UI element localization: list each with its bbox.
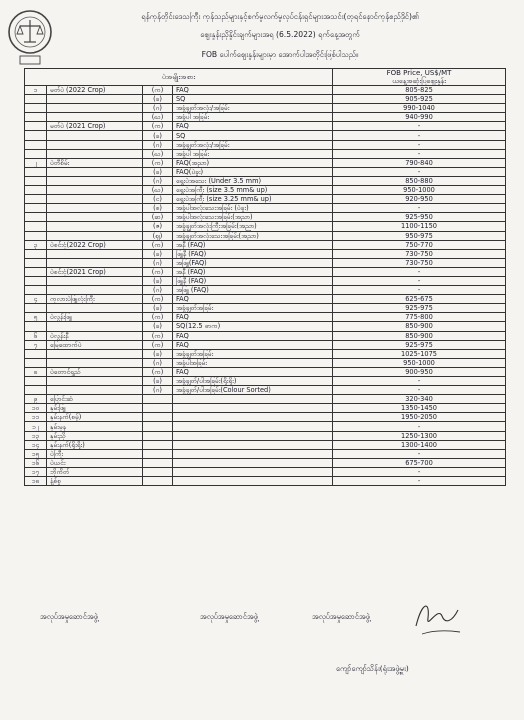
table-row bbox=[25, 240, 506, 249]
table-row bbox=[25, 258, 506, 267]
item-name-cell bbox=[47, 195, 143, 204]
table-row bbox=[25, 331, 506, 340]
grade-cell: FAQ bbox=[173, 331, 333, 340]
grade-cell: အခွံချွတ်အလုံး/အခြမ်း bbox=[173, 140, 333, 149]
price-cell: 1025-1075 bbox=[333, 349, 506, 358]
grade-cell: အခွံချွတ်အလုံး/အခြမ်း bbox=[173, 104, 333, 113]
grade-cell: ရွေးပဲအကြီး (size 3.25 mm& up) bbox=[173, 195, 333, 204]
price-cell: - bbox=[333, 449, 506, 458]
price-cell: 730-750 bbox=[333, 249, 506, 258]
header-price-line-2: ယနေ့အဆုံးပြဈေးနှုန်း bbox=[392, 77, 446, 85]
price-cell: 925-975 bbox=[333, 340, 506, 349]
table-row bbox=[25, 95, 506, 104]
sub-letter-cell: (က) bbox=[143, 331, 173, 340]
row-number-cell bbox=[25, 386, 47, 395]
table-row bbox=[25, 131, 506, 140]
table-row bbox=[25, 458, 506, 467]
row-number-cell bbox=[25, 131, 47, 140]
row-number-cell: ၁၀ bbox=[25, 404, 47, 413]
item-name-cell bbox=[47, 95, 143, 104]
price-cell: - bbox=[333, 422, 506, 431]
sub-letter-cell: (က) bbox=[143, 240, 173, 249]
row-number-cell bbox=[25, 377, 47, 386]
row-number-cell bbox=[25, 222, 47, 231]
price-cell: - bbox=[333, 167, 506, 176]
sub-letter-cell: (င) bbox=[143, 195, 173, 204]
row-number-cell: ၁၈ bbox=[25, 477, 47, 486]
sub-letter-cell bbox=[143, 458, 173, 467]
row-number-cell: ၁၂ bbox=[25, 422, 47, 431]
row-number-cell: ၁၇ bbox=[25, 467, 47, 476]
signature-label-1: အလုပ်အမှုဆောင်အဖွဲ့ bbox=[40, 612, 98, 621]
header-line-1: ရန်ကုန်တိုင်းဒေသကြီး ကုန်သည်များနှင့်စက်မှုလက်မှုလုပ်ငန်းရှင်များအသင်း(တုရင်နောင်ကုန်စည်ဒိုင်)၏ bbox=[141, 12, 419, 21]
row-number-cell: ၁၅ bbox=[25, 449, 47, 458]
table-row bbox=[25, 295, 506, 304]
row-number-cell bbox=[25, 267, 47, 276]
item-name-cell bbox=[47, 186, 143, 195]
sub-letter-cell: (က) bbox=[143, 267, 173, 276]
item-name-cell: နံ့စ်စူ bbox=[47, 477, 143, 486]
price-cell: - bbox=[333, 149, 506, 158]
row-number-cell bbox=[25, 231, 47, 240]
grade-cell bbox=[173, 395, 333, 404]
row-number-cell: ၈ bbox=[25, 367, 47, 376]
header-line-3: FOB ပေါက်ဈေးနှုန်းများမှာ အောက်ပါအတိုင်းဖြစ်ပါသည်။ bbox=[201, 50, 359, 59]
sub-letter-cell: (ဂ) bbox=[143, 140, 173, 149]
price-cell: - bbox=[333, 386, 506, 395]
table-row bbox=[25, 149, 506, 158]
item-name-cell bbox=[47, 113, 143, 122]
item-name-cell bbox=[47, 258, 143, 267]
item-name-cell bbox=[47, 386, 143, 395]
item-name-cell bbox=[47, 176, 143, 185]
item-name-cell bbox=[47, 222, 143, 231]
row-number-cell bbox=[25, 95, 47, 104]
item-name-cell: ပဲယင်း bbox=[47, 458, 143, 467]
price-cell: 1250-1300 bbox=[333, 431, 506, 440]
table-row bbox=[25, 440, 506, 449]
item-name-cell: ပဲကြီး bbox=[47, 449, 143, 458]
table-row bbox=[25, 322, 506, 331]
sub-letter-cell: (ခ) bbox=[143, 322, 173, 331]
sub-letter-cell: (ဃ) bbox=[143, 186, 173, 195]
row-number-cell bbox=[25, 140, 47, 149]
item-name-cell bbox=[47, 167, 143, 176]
header-price-line-1: FOB Price, US$/MT bbox=[386, 69, 452, 77]
grade-cell: ရွေးပဲအသေး (Under 3.5 mm) bbox=[173, 176, 333, 185]
grade-cell: အခွံပါ အခြမ်း bbox=[173, 149, 333, 158]
item-name-cell bbox=[47, 249, 143, 258]
grade-cell: FAQ(ပဲခူး) bbox=[173, 167, 333, 176]
sub-letter-cell bbox=[143, 395, 173, 404]
row-number-cell bbox=[25, 258, 47, 267]
grade-cell: အခွံချွတ်အခြမ်း bbox=[173, 349, 333, 358]
price-cell: 805-825 bbox=[333, 86, 506, 95]
price-cell: 950-975 bbox=[333, 231, 506, 240]
grade-cell bbox=[173, 440, 333, 449]
item-name-cell bbox=[47, 304, 143, 313]
sub-letter-cell: (ဇ) bbox=[143, 222, 173, 231]
row-number-cell bbox=[25, 286, 47, 295]
table-row bbox=[25, 231, 506, 240]
price-cell: 950-1000 bbox=[333, 358, 506, 367]
row-number-cell: ၇ bbox=[25, 340, 47, 349]
sub-letter-cell: (က) bbox=[143, 313, 173, 322]
price-cell: - bbox=[333, 276, 506, 285]
row-number-cell bbox=[25, 195, 47, 204]
table-row bbox=[25, 122, 506, 131]
price-cell: 1100-1150 bbox=[333, 222, 506, 231]
price-cell: 920-950 bbox=[333, 195, 506, 204]
item-name-cell: ပဲလွန်းဖြူ bbox=[47, 313, 143, 322]
table-row bbox=[25, 358, 506, 367]
sub-letter-cell: (ဈ) bbox=[143, 231, 173, 240]
table-row bbox=[25, 140, 506, 149]
table-row bbox=[25, 395, 506, 404]
grade-cell: အခွံပါအလုံးသေးအခြမ်း (ပဲခူး) bbox=[173, 204, 333, 213]
price-cell: - bbox=[333, 267, 506, 276]
price-cell: 625-675 bbox=[333, 295, 506, 304]
item-name-cell bbox=[47, 140, 143, 149]
table-row bbox=[25, 340, 506, 349]
row-number-cell bbox=[25, 358, 47, 367]
table-row bbox=[25, 313, 506, 322]
price-cell: 925-975 bbox=[333, 304, 506, 313]
grade-cell: အဖြူ(FAQ) bbox=[173, 258, 333, 267]
item-name-cell bbox=[47, 104, 143, 113]
price-cell: 775-800 bbox=[333, 313, 506, 322]
price-cell: - bbox=[333, 477, 506, 486]
item-name-cell bbox=[47, 286, 143, 295]
grade-cell: SQ bbox=[173, 95, 333, 104]
item-name-cell: ပဲလွန်းနီ bbox=[47, 331, 143, 340]
price-cell: - bbox=[333, 377, 506, 386]
sub-letter-cell bbox=[143, 440, 173, 449]
table-row bbox=[25, 367, 506, 376]
table-row bbox=[25, 113, 506, 122]
item-name-cell: ပြောင်းဆံ bbox=[47, 395, 143, 404]
table-row bbox=[25, 477, 506, 486]
row-number-cell bbox=[25, 349, 47, 358]
grade-cell: FAQ bbox=[173, 313, 333, 322]
item-name-cell bbox=[47, 358, 143, 367]
row-number-cell bbox=[25, 186, 47, 195]
row-number-cell: ၆ bbox=[25, 331, 47, 340]
table-row bbox=[25, 304, 506, 313]
table-row bbox=[25, 204, 506, 213]
table-row bbox=[25, 167, 506, 176]
sub-letter-cell bbox=[143, 477, 173, 486]
table-row bbox=[25, 213, 506, 222]
signer-name: ကျော်ကျော်သိန်း(ရုံးအဖွဲ့မှူး) bbox=[336, 664, 409, 673]
grade-cell: ဖြူနီ (FAQ) bbox=[173, 276, 333, 285]
table-row bbox=[25, 467, 506, 476]
sub-letter-cell: (က) bbox=[143, 122, 173, 131]
item-name-cell bbox=[47, 377, 143, 386]
row-number-cell: ၁၄ bbox=[25, 440, 47, 449]
price-cell: 900-950 bbox=[333, 367, 506, 376]
price-cell: 320-340 bbox=[333, 395, 506, 404]
row-number-cell: ၁၁ bbox=[25, 413, 47, 422]
row-number-cell bbox=[25, 176, 47, 185]
row-number-cell bbox=[25, 322, 47, 331]
price-cell: 790-840 bbox=[333, 158, 506, 167]
table-row bbox=[25, 422, 506, 431]
grade-cell: FAQ bbox=[173, 340, 333, 349]
table-row bbox=[25, 222, 506, 231]
item-name-cell: ပဲတောင်ရှည် bbox=[47, 367, 143, 376]
sub-letter-cell: (က) bbox=[143, 340, 173, 349]
table-row bbox=[25, 349, 506, 358]
price-cell: 1300-1400 bbox=[333, 440, 506, 449]
row-number-cell bbox=[25, 276, 47, 285]
price-cell: 850-880 bbox=[333, 176, 506, 185]
association-seal-icon bbox=[6, 6, 54, 70]
grade-cell: FAQ bbox=[173, 86, 333, 95]
item-name-cell: ပဲစင်းငုံ(2021 Crop) bbox=[47, 267, 143, 276]
signature-label-2: အလုပ်အမှုဆောင်အဖွဲ့ bbox=[200, 612, 258, 621]
row-number-cell bbox=[25, 249, 47, 258]
header-price bbox=[333, 69, 506, 86]
grade-cell: FAQ bbox=[173, 295, 333, 304]
item-name-cell: နှမ်းညို bbox=[47, 431, 143, 440]
grade-cell: အနီ (FAQ) bbox=[173, 267, 333, 276]
price-cell: 950-1000 bbox=[333, 186, 506, 195]
row-number-cell: ၁၃ bbox=[25, 431, 47, 440]
sub-letter-cell: (စ) bbox=[143, 204, 173, 213]
grade-cell: အခွံချွတ်အလုံးသေးအခြမ်း(အညာ) bbox=[173, 231, 333, 240]
table-row bbox=[25, 404, 506, 413]
table-row bbox=[25, 176, 506, 185]
grade-cell bbox=[173, 413, 333, 422]
item-name-cell: ပဲတီစိမ်း bbox=[47, 158, 143, 167]
signature-label-3: အလုပ်အမှုဆောင်အဖွဲ့ bbox=[312, 612, 370, 621]
price-cell: 750-770 bbox=[333, 240, 506, 249]
grade-cell: အခွံပါအလုံးသေးအခြမ်း(အညာ) bbox=[173, 213, 333, 222]
row-number-cell bbox=[25, 304, 47, 313]
sub-letter-cell bbox=[143, 449, 173, 458]
sub-letter-cell: (ဂ) bbox=[143, 286, 173, 295]
price-cell: - bbox=[333, 131, 506, 140]
row-number-cell bbox=[25, 113, 47, 122]
sub-letter-cell: (ဂ) bbox=[143, 358, 173, 367]
item-name-cell bbox=[47, 131, 143, 140]
row-number-cell: ၁၆ bbox=[25, 458, 47, 467]
sub-letter-cell: (ခ) bbox=[143, 304, 173, 313]
item-name-cell: နှမ်းနက်(စမ့်) bbox=[47, 413, 143, 422]
grade-cell: အခွံချွတ်/ပါအခြမ်း(ရိုးရိုး) bbox=[173, 377, 333, 386]
price-cell: - bbox=[333, 204, 506, 213]
table-row bbox=[25, 286, 506, 295]
price-cell: - bbox=[333, 140, 506, 149]
table-header-row bbox=[25, 69, 506, 86]
row-number-cell bbox=[25, 213, 47, 222]
sub-letter-cell: (ခ) bbox=[143, 95, 173, 104]
grade-cell bbox=[173, 458, 333, 467]
item-name-cell bbox=[47, 213, 143, 222]
sub-letter-cell: (က) bbox=[143, 295, 173, 304]
item-name-cell bbox=[47, 349, 143, 358]
item-name-cell: ပဲစင်းငုံ(2022 Crop) bbox=[47, 240, 143, 249]
grade-cell: FAQ bbox=[173, 122, 333, 131]
sub-letter-cell: (က) bbox=[143, 86, 173, 95]
price-cell: - bbox=[333, 467, 506, 476]
grade-cell: အဖြူ (FAQ) bbox=[173, 286, 333, 295]
grade-cell bbox=[173, 467, 333, 476]
table-row bbox=[25, 276, 506, 285]
row-number-cell: ၄ bbox=[25, 295, 47, 304]
item-name-cell: ကုလားပဲဖြူလုံးကြီး bbox=[47, 295, 143, 304]
table-row bbox=[25, 267, 506, 276]
sub-letter-cell bbox=[143, 422, 173, 431]
grade-cell bbox=[173, 431, 333, 440]
table-row bbox=[25, 249, 506, 258]
sub-letter-cell: (ခ) bbox=[143, 276, 173, 285]
row-number-cell: ၃ bbox=[25, 240, 47, 249]
sub-letter-cell bbox=[143, 404, 173, 413]
price-cell: 940-990 bbox=[333, 113, 506, 122]
price-table bbox=[24, 68, 506, 486]
item-name-cell: နှမ်းမှန bbox=[47, 422, 143, 431]
grade-cell: ဖြူနီ (FAQ) bbox=[173, 249, 333, 258]
table-row bbox=[25, 431, 506, 440]
grade-cell bbox=[173, 449, 333, 458]
item-name-cell: နှမ်းနက်(ရိုးရိုး) bbox=[47, 440, 143, 449]
item-name-cell: မတ်ပဲ (2021 Crop) bbox=[47, 122, 143, 131]
table-row bbox=[25, 413, 506, 422]
price-cell: 850-900 bbox=[333, 322, 506, 331]
item-name-cell bbox=[47, 204, 143, 213]
sub-letter-cell bbox=[143, 431, 173, 440]
item-name-cell bbox=[47, 322, 143, 331]
sub-letter-cell: (ဂ) bbox=[143, 104, 173, 113]
price-cell: 990-1040 bbox=[333, 104, 506, 113]
item-name-cell: မြေထောက်ပဲ bbox=[47, 340, 143, 349]
grade-cell: အနီ (FAQ) bbox=[173, 240, 333, 249]
sub-letter-cell: (က) bbox=[143, 158, 173, 167]
sub-letter-cell: (ဆ) bbox=[143, 213, 173, 222]
grade-cell: အခွံပါ အခြမ်း bbox=[173, 113, 333, 122]
sub-letter-cell: (ခ) bbox=[143, 377, 173, 386]
row-number-cell: ၅ bbox=[25, 313, 47, 322]
item-name-cell bbox=[47, 231, 143, 240]
sub-letter-cell: (ဂ) bbox=[143, 176, 173, 185]
grade-cell bbox=[173, 477, 333, 486]
item-name-cell: နှမ်းဖြူ bbox=[47, 404, 143, 413]
sub-letter-cell bbox=[143, 413, 173, 422]
table-row bbox=[25, 158, 506, 167]
grade-cell: FAQ bbox=[173, 367, 333, 376]
sub-letter-cell: (ခ) bbox=[143, 167, 173, 176]
row-number-cell: ၉ bbox=[25, 395, 47, 404]
row-number-cell bbox=[25, 149, 47, 158]
header-item-type: ပဲအမျိုးအစား bbox=[25, 69, 333, 86]
row-number-cell bbox=[25, 104, 47, 113]
header-line-2: ဈေးနှုန်းညှိနှိုင်းချက်များအရ (6.5.2022) ရက်နေ့အတွက် bbox=[200, 30, 360, 39]
table-row bbox=[25, 195, 506, 204]
grade-cell: ရွေးပဲအကြီး (size 3.5 mm& up) bbox=[173, 186, 333, 195]
price-cell: 730-750 bbox=[333, 258, 506, 267]
grade-cell bbox=[173, 422, 333, 431]
table-row bbox=[25, 186, 506, 195]
table-row bbox=[25, 104, 506, 113]
sub-letter-cell bbox=[143, 467, 173, 476]
grade-cell: SQ(12.5 ဓာက) bbox=[173, 322, 333, 331]
sub-letter-cell: (ဃ) bbox=[143, 149, 173, 158]
sub-letter-cell: (ဂ) bbox=[143, 386, 173, 395]
grade-cell: FAQ(အညာ) bbox=[173, 158, 333, 167]
row-number-cell bbox=[25, 167, 47, 176]
handwritten-signature-icon bbox=[408, 596, 464, 638]
grade-cell bbox=[173, 404, 333, 413]
grade-cell: အခွံချွတ်/ပါအခြမ်း(Colour Sorted) bbox=[173, 386, 333, 395]
row-number-cell: ၁ bbox=[25, 86, 47, 95]
grade-cell: SQ bbox=[173, 131, 333, 140]
row-number-cell bbox=[25, 204, 47, 213]
sub-letter-cell: (ခ) bbox=[143, 131, 173, 140]
table-row bbox=[25, 386, 506, 395]
grade-cell: အခွံချွတ်အလုံးကြီးအခြမ်း(အညာ) bbox=[173, 222, 333, 231]
item-name-cell: ဘိုကိတ် bbox=[47, 467, 143, 476]
table-row bbox=[25, 377, 506, 386]
item-name-cell bbox=[47, 149, 143, 158]
price-cell: 850-900 bbox=[333, 331, 506, 340]
price-cell: - bbox=[333, 286, 506, 295]
sub-letter-cell: (ခ) bbox=[143, 349, 173, 358]
sub-letter-cell: (ဃ) bbox=[143, 113, 173, 122]
price-cell: 925-950 bbox=[333, 213, 506, 222]
price-cell: 905-925 bbox=[333, 95, 506, 104]
price-cell: 675-700 bbox=[333, 458, 506, 467]
grade-cell: အခွံပါအခြမ်း bbox=[173, 358, 333, 367]
sub-letter-cell: (ခ) bbox=[143, 249, 173, 258]
item-name-cell bbox=[47, 276, 143, 285]
table-row bbox=[25, 86, 506, 95]
row-number-cell: ၂ bbox=[25, 158, 47, 167]
item-name-cell: မတ်ပဲ (2022 Crop) bbox=[47, 86, 143, 95]
price-cell: - bbox=[333, 122, 506, 131]
sub-letter-cell: (ဂ) bbox=[143, 258, 173, 267]
table-row bbox=[25, 449, 506, 458]
price-cell: 1350-1450 bbox=[333, 404, 506, 413]
price-cell: 1950-2050 bbox=[333, 413, 506, 422]
row-number-cell bbox=[25, 122, 47, 131]
grade-cell: အခွံချွတ်အခြမ်း bbox=[173, 304, 333, 313]
sub-letter-cell: (က) bbox=[143, 367, 173, 376]
